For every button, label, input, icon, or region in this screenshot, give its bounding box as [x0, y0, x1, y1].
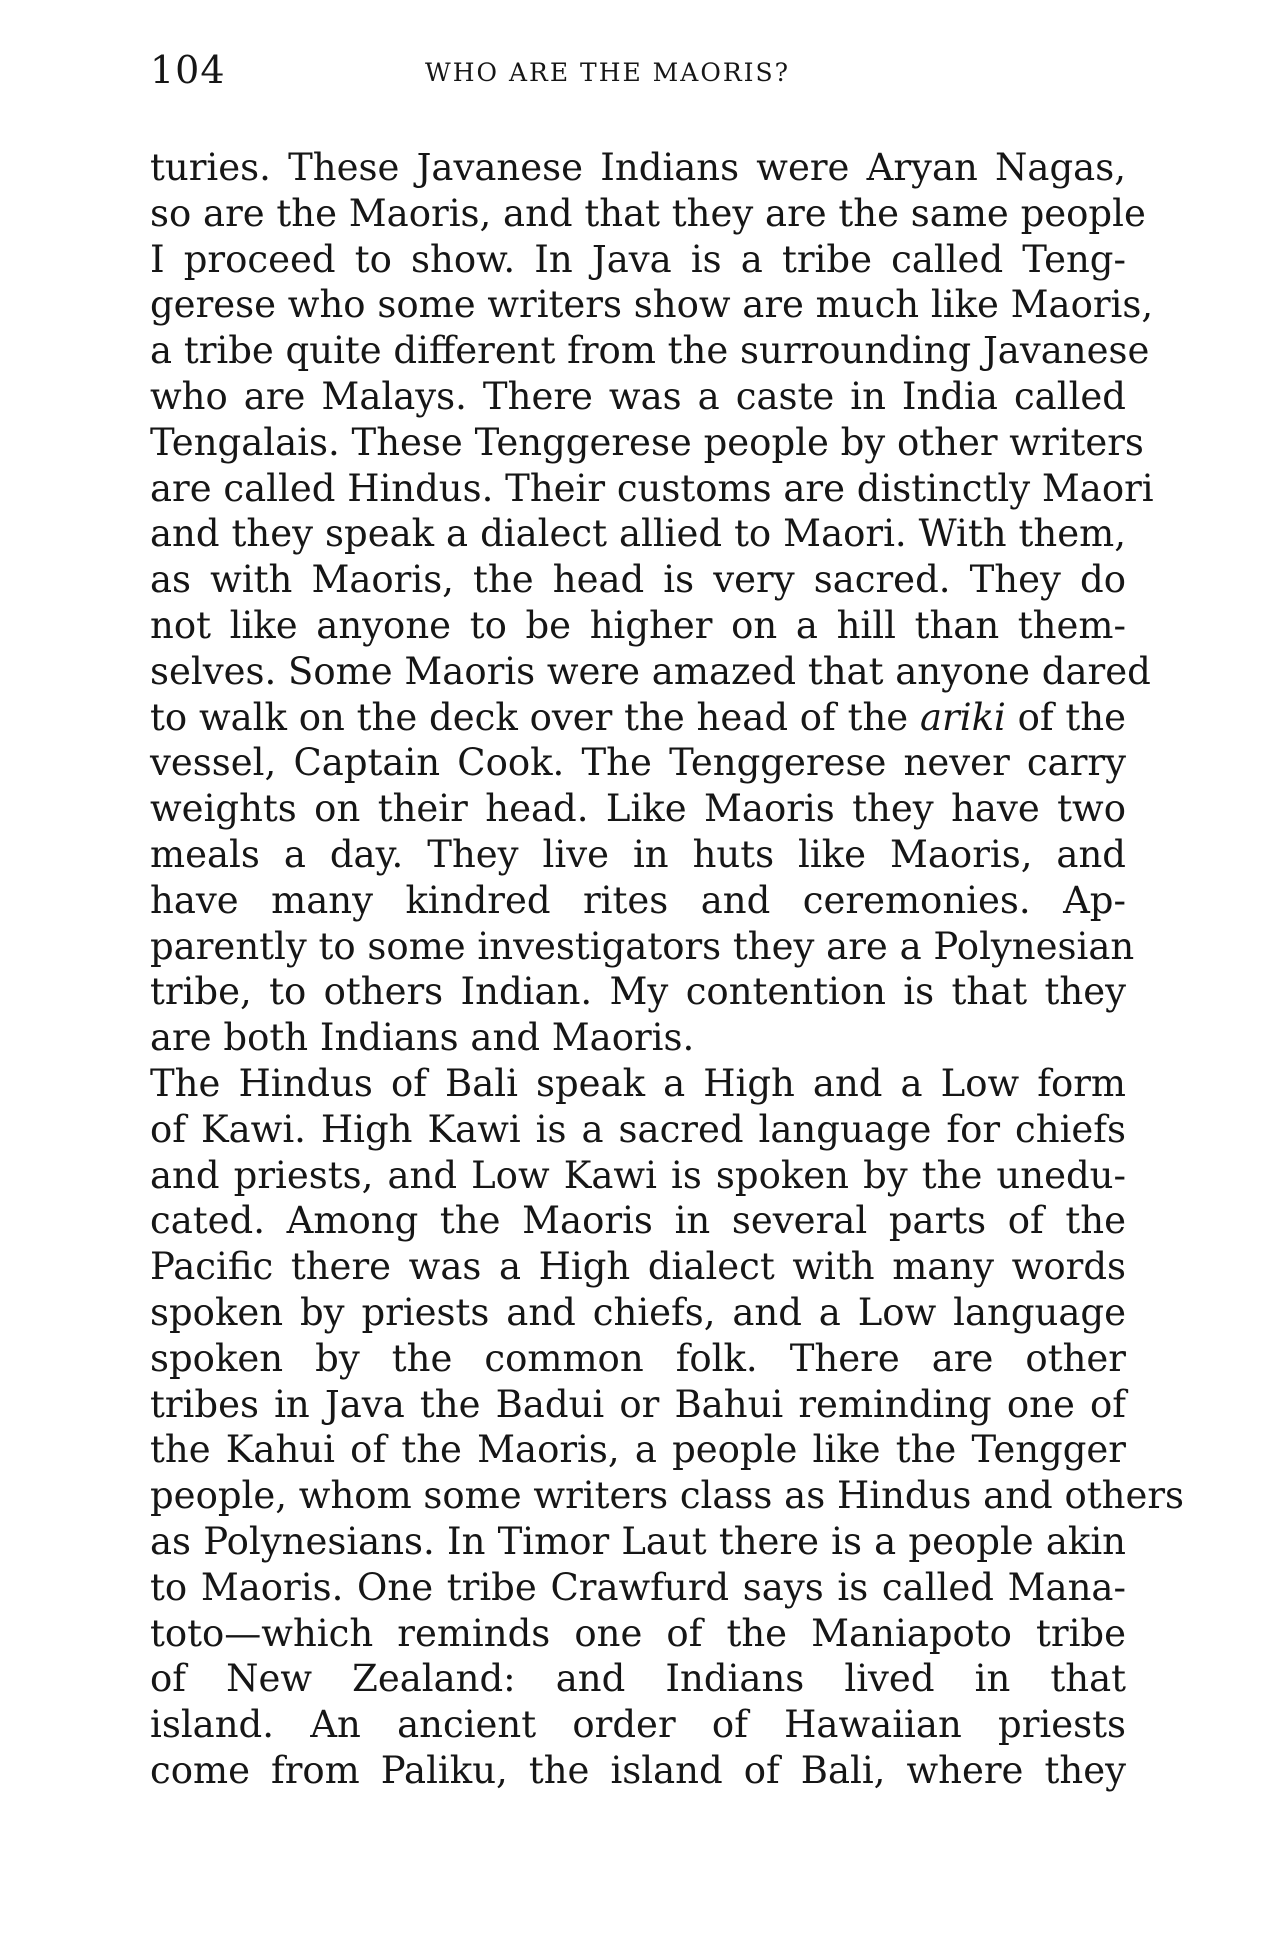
- body-text: [150, 145, 1185, 1794]
- text-line: as with Maoris, the head is very sacred. They do: [150, 558, 1126, 602]
- text-line: and priests, and Low Kawi is spoken by the unedu-: [150, 1153, 1126, 1197]
- text-line: weights on their head. Like Maoris they have two: [150, 787, 1126, 831]
- text-line: people, whom some writers class as Hindus and others: [150, 1474, 1185, 1518]
- italic-word-ariki: ariki: [919, 695, 1006, 739]
- text-line: are both Indians and Maoris.: [150, 1016, 695, 1060]
- text-line: a tribe quite different from the surrounding Javanese: [150, 329, 1150, 373]
- text-line: to Maoris. One tribe Crawfurd says is called Mana-: [150, 1565, 1126, 1609]
- text-line: the Kahui of the Maoris, a people like the Tengger: [150, 1428, 1126, 1472]
- text-line: who are Malays. There was a caste in India called: [150, 374, 1126, 418]
- text-line: have many kindred rites and ceremonies. Ap-: [150, 878, 1126, 922]
- text-line: parently to some investigators they are a Polynesian: [150, 924, 1135, 968]
- text-line: vessel, Captain Cook. The Tenggerese never carry: [150, 741, 1126, 785]
- text-line: are called Hindus. Their customs are distinctly Maori: [150, 466, 1154, 510]
- text-line-with-italic: [150, 695, 1126, 741]
- text-segment: of the: [1017, 695, 1127, 739]
- page-number: 104: [150, 48, 226, 92]
- running-title: WHO ARE THE MAORIS?: [425, 58, 791, 87]
- text-line: come from Paliku, the island of Bali, where they: [150, 1748, 1126, 1792]
- text-line: cated. Among the Maoris in several parts of the: [150, 1199, 1126, 1243]
- text-line: so are the Maoris, and that they are the same people: [150, 191, 1146, 235]
- text-line: I proceed to show. In Java is a tribe called Teng-: [150, 237, 1126, 281]
- text-line: gerese who some writers show are much like Maoris,: [150, 283, 1154, 327]
- text-line: toto—which reminds one of the Maniapoto tribe: [150, 1611, 1126, 1655]
- text-line: selves. Some Maoris were amazed that anyone dared: [150, 649, 1151, 693]
- text-line: spoken by priests and chiefs, and a Low language: [150, 1290, 1126, 1334]
- text-line: not like anyone to be higher on a hill than them-: [150, 603, 1126, 647]
- text-line: meals a day. They live in huts like Maoris, and: [150, 832, 1126, 876]
- text-line: Pacific there was a High dialect with many words: [150, 1245, 1126, 1289]
- paragraph-1: [150, 145, 1154, 1061]
- text-line: tribes in Java the Badui or Bahui reminding one of: [150, 1382, 1126, 1426]
- text-line: island. An ancient order of Hawaiian priests: [150, 1703, 1126, 1747]
- text-line: tribe, to others Indian. My contention is that they: [150, 970, 1126, 1014]
- text-line: turies. These Javanese Indians were Aryan Nagas,: [150, 146, 1126, 189]
- text-line: of New Zealand: and Indians lived in that: [150, 1657, 1126, 1701]
- text-line: of Kawi. High Kawi is a sacred language for chiefs: [150, 1107, 1126, 1151]
- text-segment: to walk on the deck over the head of the: [150, 695, 909, 739]
- text-line: spoken by the common folk. There are other: [150, 1336, 1126, 1380]
- text-line: as Polynesians. In Timor Laut there is a people akin: [150, 1519, 1126, 1563]
- text-line: The Hindus of Bali speak a High and a Low form: [150, 1061, 1126, 1105]
- text-line: and they speak a dialect allied to Maori. With them,: [150, 512, 1126, 556]
- page-header: [150, 44, 1126, 104]
- text-line: Tengalais. These Tenggerese people by other writers: [150, 420, 1144, 464]
- paragraph-2: [150, 1061, 1185, 1794]
